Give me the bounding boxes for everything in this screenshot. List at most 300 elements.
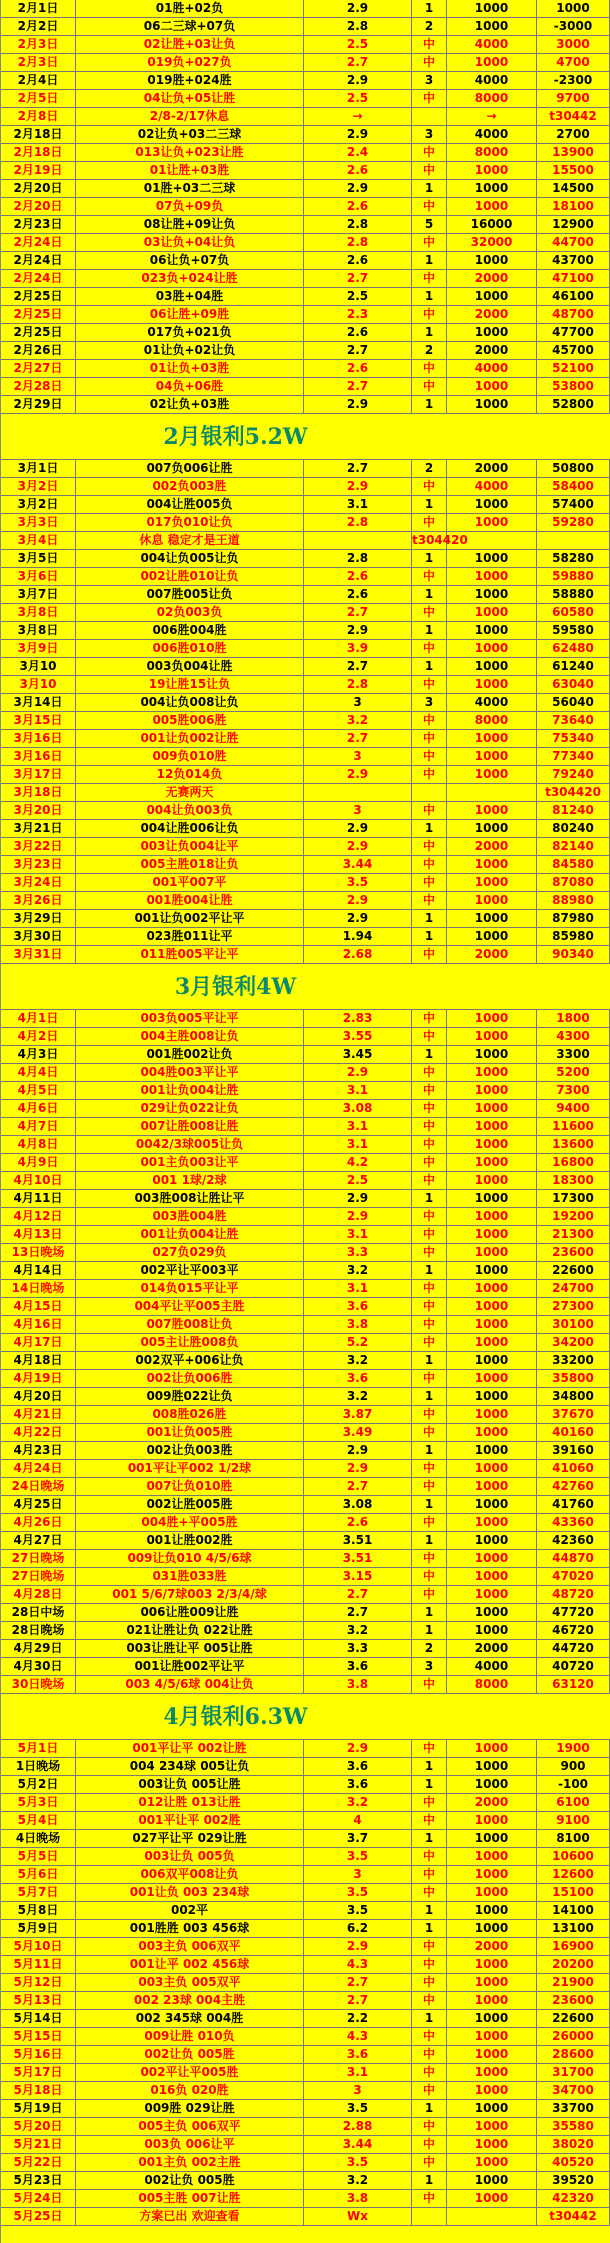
odds-cell: 2.9: [304, 1938, 412, 1955]
balance-cell: 11600: [537, 1118, 610, 1135]
odds-cell: 3.5: [304, 2100, 412, 2117]
odds-cell: 3.1: [304, 496, 412, 513]
picks-cell: 08让胜+09让负: [76, 216, 304, 233]
result-cell: 1: [412, 252, 447, 269]
month-summary-text: 4月银利6.3W: [163, 1704, 308, 1730]
balance-cell: 13900: [537, 144, 610, 161]
result-cell: 1: [412, 288, 447, 305]
table-row: [1, 1316, 610, 1334]
result-cell: 中: [412, 478, 447, 495]
balance-cell: 27300: [537, 1298, 610, 1315]
stake-cell: 4000: [447, 1658, 537, 1675]
balance-cell: 52800: [537, 396, 610, 413]
result-cell: 中: [412, 144, 447, 161]
odds-cell: 2.9: [304, 1460, 412, 1477]
odds-cell: 4.3: [304, 1956, 412, 1973]
date-cell: 5月10日: [1, 1938, 76, 1955]
stake-cell: 1000: [447, 1010, 537, 1027]
date-cell: 3月17日: [1, 766, 76, 783]
balance-cell: 37670: [537, 1406, 610, 1423]
result-cell: 1: [412, 1604, 447, 1621]
picks-cell: 003胜004胜: [76, 1208, 304, 1225]
date-cell: 4月15日: [1, 1298, 76, 1315]
date-cell: 14日晚场: [1, 1280, 76, 1297]
balance-cell: 58280: [537, 550, 610, 567]
date-cell: 5月18日: [1, 2082, 76, 2099]
table-row: [1, 1658, 610, 1676]
stake-cell: 1000: [447, 550, 537, 567]
stake-cell: 1000: [447, 1442, 537, 1459]
date-cell: 28日晚场: [1, 1622, 76, 1639]
date-cell: 2月25日: [1, 306, 76, 323]
table-row: [1, 2100, 610, 2118]
balance-cell: 22600: [537, 2010, 610, 2027]
table-row: [1, 532, 610, 550]
date-cell: 5月6日: [1, 1866, 76, 1883]
balance-cell: 61240: [537, 658, 610, 675]
odds-cell: 3.49: [304, 1424, 412, 1441]
balance-cell: 9400: [537, 1100, 610, 1117]
stake-cell: 2000: [447, 270, 537, 287]
odds-cell: 3.8: [304, 2190, 412, 2207]
date-cell: 3月14日: [1, 694, 76, 711]
odds-cell: 2.6: [304, 324, 412, 341]
result-cell: 中: [412, 604, 447, 621]
balance-cell: 28600: [537, 2046, 610, 2063]
picks-cell: 027平让平 029让胜: [76, 1830, 304, 1847]
balance-cell: 88980: [537, 892, 610, 909]
result-cell: 中: [412, 1298, 447, 1315]
balance-cell: 41760: [537, 1496, 610, 1513]
result-cell: 中: [412, 1406, 447, 1423]
stake-cell: 1000: [447, 676, 537, 693]
odds-cell: 3.6: [304, 1298, 412, 1315]
picks-cell: 02让负+03胜: [76, 396, 304, 413]
picks-cell: 02让负+03二三球: [76, 126, 304, 143]
picks-cell: 009胜 029让胜: [76, 2100, 304, 2117]
result-cell: 中: [412, 1226, 447, 1243]
date-cell: 2月18日: [1, 144, 76, 161]
table-row: [1, 604, 610, 622]
odds-cell: 2.4: [304, 144, 412, 161]
date-cell: 3月18日: [1, 784, 76, 801]
table-row: [1, 1956, 610, 1974]
table-row: [1, 1938, 610, 1956]
odds-cell: 2.9: [304, 396, 412, 413]
result-cell: 1: [412, 324, 447, 341]
picks-cell: 03胜+04胜: [76, 288, 304, 305]
odds-cell: 3.2: [304, 1794, 412, 1811]
odds-cell: 3.6: [304, 1776, 412, 1793]
result-cell: 中: [412, 1568, 447, 1585]
picks-cell: 017负+021负: [76, 324, 304, 341]
table-row: [1, 162, 610, 180]
date-cell: 2月1日: [1, 0, 76, 17]
balance-cell: [537, 532, 610, 549]
balance-cell: 42760: [537, 1478, 610, 1495]
odds-cell: 2.7: [304, 378, 412, 395]
result-cell: 中: [412, 1884, 447, 1901]
date-cell: 4月11日: [1, 1190, 76, 1207]
result-cell: 3: [412, 1658, 447, 1675]
date-cell: 3月1日: [1, 460, 76, 477]
table-row: [1, 622, 610, 640]
date-cell: 27日晚场: [1, 1550, 76, 1567]
result-cell: 中: [412, 856, 447, 873]
table-row: [1, 568, 610, 586]
table-row: [1, 1370, 610, 1388]
odds-cell: 2.9: [304, 838, 412, 855]
result-cell: 中: [412, 1100, 447, 1117]
picks-cell: 001让负004让胜: [76, 1082, 304, 1099]
balance-cell: 21900: [537, 1974, 610, 1991]
result-cell: 1: [412, 658, 447, 675]
stake-cell: 1000: [447, 622, 537, 639]
table-row: [1, 1010, 610, 1028]
result-cell: 中: [412, 360, 447, 377]
balance-cell: 24700: [537, 1280, 610, 1297]
picks-cell: 19让胜15让负: [76, 676, 304, 693]
odds-cell: 1.94: [304, 928, 412, 945]
stake-cell: 1000: [447, 910, 537, 927]
picks-cell: 002让负 005胜: [76, 2046, 304, 2063]
result-cell: 2: [412, 1640, 447, 1657]
stake-cell: 1000: [447, 54, 537, 71]
date-cell: 3月22日: [1, 838, 76, 855]
odds-cell: 2.5: [304, 288, 412, 305]
balance-cell: 58400: [537, 478, 610, 495]
date-cell: 4月22日: [1, 1424, 76, 1441]
balance-cell: 9700: [537, 90, 610, 107]
date-cell: 4月26日: [1, 1514, 76, 1531]
balance-cell: 7300: [537, 1082, 610, 1099]
result-cell: 中: [412, 568, 447, 585]
picks-cell: 009胜022让负: [76, 1388, 304, 1405]
stake-cell: 1000: [447, 1992, 537, 2009]
odds-cell: 2.9: [304, 910, 412, 927]
table-row: [1, 2208, 610, 2226]
odds-cell: 3.5: [304, 874, 412, 891]
balance-cell: 63040: [537, 676, 610, 693]
odds-cell: 3.9: [304, 640, 412, 657]
date-cell: 5月4日: [1, 1812, 76, 1829]
balance-cell: 23600: [537, 1244, 610, 1261]
table-row: [1, 1676, 610, 1694]
table-row: [1, 1866, 610, 1884]
picks-cell: 002平让平003平: [76, 1262, 304, 1279]
odds-cell: 2.9: [304, 72, 412, 89]
result-cell: 中: [412, 1794, 447, 1811]
balance-cell: 81240: [537, 802, 610, 819]
picks-cell: 0042/3球005让负: [76, 1136, 304, 1153]
date-cell: 4月4日: [1, 1064, 76, 1081]
odds-cell: 3: [304, 748, 412, 765]
date-cell: 4月16日: [1, 1316, 76, 1333]
balance-cell: 2700: [537, 126, 610, 143]
balance-cell: 900: [537, 1758, 610, 1775]
date-cell: 5月2日: [1, 1776, 76, 1793]
result-cell: 1: [412, 1920, 447, 1937]
stake-cell: 16000: [447, 216, 537, 233]
date-cell: 4月13日: [1, 1226, 76, 1243]
picks-cell: 006胜004胜: [76, 622, 304, 639]
date-cell: 3月3日: [1, 514, 76, 531]
stake-cell: 1000: [447, 2172, 537, 2189]
date-cell: 3月2日: [1, 478, 76, 495]
balance-cell: 39520: [537, 2172, 610, 2189]
result-cell: 中: [412, 712, 447, 729]
balance-cell: 34200: [537, 1334, 610, 1351]
table-row: [1, 802, 610, 820]
balance-cell: 20200: [537, 1956, 610, 1973]
odds-cell: 2.6: [304, 198, 412, 215]
picks-cell: 004让负003负: [76, 802, 304, 819]
balance-cell: 3000: [537, 36, 610, 53]
result-cell: 1: [412, 1352, 447, 1369]
balance-cell: 13100: [537, 1920, 610, 1937]
picks-cell: 002平让平005胜: [76, 2064, 304, 2081]
picks-cell: 003负004让胜: [76, 658, 304, 675]
odds-cell: 2.7: [304, 1604, 412, 1621]
balance-cell: 46720: [537, 1622, 610, 1639]
stake-cell: [447, 532, 537, 549]
stake-cell: 2000: [447, 946, 537, 963]
picks-cell: 013让负+023让胜: [76, 144, 304, 161]
result-cell: 1: [412, 1776, 447, 1793]
balance-cell: 48700: [537, 306, 610, 323]
result-cell: 中: [412, 1676, 447, 1693]
result-cell: 中: [412, 198, 447, 215]
date-cell: 3月8日: [1, 622, 76, 639]
odds-cell: 3.6: [304, 1758, 412, 1775]
result-cell: 中: [412, 36, 447, 53]
table-row: [1, 2118, 610, 2136]
odds-cell: 3.2: [304, 1262, 412, 1279]
odds-cell: 2.7: [304, 730, 412, 747]
balance-cell: 41060: [537, 1460, 610, 1477]
picks-cell: 023负+024让胜: [76, 270, 304, 287]
balance-cell: 16800: [537, 1154, 610, 1171]
result-cell: 中: [412, 766, 447, 783]
odds-cell: 2.7: [304, 1974, 412, 1991]
month-summary-header: [1, 1694, 610, 1740]
balance-cell: 58880: [537, 586, 610, 603]
balance-cell: 6100: [537, 1794, 610, 1811]
odds-cell: 2.9: [304, 1442, 412, 1459]
balance-cell: 4300: [537, 1028, 610, 1045]
picks-cell: 02让胜+03让负: [76, 36, 304, 53]
date-cell: 4月9日: [1, 1154, 76, 1171]
odds-cell: [304, 532, 412, 549]
picks-cell: 001主负 002主胜: [76, 2154, 304, 2171]
stake-cell: 4000: [447, 478, 537, 495]
balance-cell: 13600: [537, 1136, 610, 1153]
picks-cell: 008胜026胜: [76, 1406, 304, 1423]
result-cell: 中: [412, 90, 447, 107]
stake-cell: 1000: [447, 1622, 537, 1639]
table-row: [1, 1298, 610, 1316]
balance-cell: 77340: [537, 748, 610, 765]
result-cell: 中: [412, 1992, 447, 2009]
table-row: [1, 2136, 610, 2154]
picks-cell: 011胜005平让平: [76, 946, 304, 963]
table-row: [1, 1460, 610, 1478]
odds-cell: 3.5: [304, 2154, 412, 2171]
result-cell: 1: [412, 1442, 447, 1459]
table-row: [1, 1568, 610, 1586]
result-cell: 中: [412, 1866, 447, 1883]
stake-cell: 1000: [447, 586, 537, 603]
result-cell: 中: [412, 1118, 447, 1135]
odds-cell: 3.08: [304, 1100, 412, 1117]
odds-cell: 3.55: [304, 1028, 412, 1045]
table-row: [1, 1334, 610, 1352]
balance-cell: 1900: [537, 1740, 610, 1757]
result-cell: 2: [412, 460, 447, 477]
result-cell: 中: [412, 1280, 447, 1297]
balance-cell: 42320: [537, 2190, 610, 2207]
result-cell: 中: [412, 2064, 447, 2081]
picks-cell: 005主胜 007让胜: [76, 2190, 304, 2207]
picks-cell: 005主胜018让负: [76, 856, 304, 873]
stake-cell: 4000: [447, 72, 537, 89]
date-cell: 4月23日: [1, 1442, 76, 1459]
odds-cell: [304, 784, 412, 801]
odds-cell: 2.8: [304, 18, 412, 35]
date-cell: 3月16日: [1, 748, 76, 765]
odds-cell: 3.1: [304, 1118, 412, 1135]
odds-cell: 2.9: [304, 1064, 412, 1081]
result-cell: 1: [412, 1902, 447, 1919]
picks-cell: 002让负003胜: [76, 1442, 304, 1459]
balance-cell: 44870: [537, 1550, 610, 1567]
balance-cell: 16900: [537, 1938, 610, 1955]
odds-cell: 2.9: [304, 0, 412, 17]
stake-cell: 8000: [447, 90, 537, 107]
odds-cell: 2.7: [304, 270, 412, 287]
table-row: [1, 1604, 610, 1622]
odds-cell: 3.1: [304, 1280, 412, 1297]
odds-cell: 3.15: [304, 1568, 412, 1585]
balance-cell: 40520: [537, 2154, 610, 2171]
result-cell: 中: [412, 1028, 447, 1045]
odds-cell: 3: [304, 694, 412, 711]
odds-cell: 4.2: [304, 1154, 412, 1171]
table-row: [1, 694, 610, 712]
odds-cell: 3.2: [304, 1388, 412, 1405]
picks-cell: 004让胜006让负: [76, 820, 304, 837]
stake-cell: 1000: [447, 162, 537, 179]
table-row: [1, 252, 610, 270]
odds-cell: 2.6: [304, 586, 412, 603]
stake-cell: 1000: [447, 1082, 537, 1099]
stake-cell: 1000: [447, 1460, 537, 1477]
picks-cell: 002 23球 004主胜: [76, 1992, 304, 2009]
table-row: [1, 1514, 610, 1532]
table-row: [1, 144, 610, 162]
picks-cell: 019胜+024胜: [76, 72, 304, 89]
table-row: [1, 838, 610, 856]
date-cell: 3月21日: [1, 820, 76, 837]
balance-cell: t30442: [537, 2208, 610, 2225]
balance-cell: 35580: [537, 2118, 610, 2135]
date-cell: 2月28日: [1, 378, 76, 395]
odds-cell: 3.1: [304, 1136, 412, 1153]
result-cell: 中: [412, 1370, 447, 1387]
picks-cell: 023胜011让平: [76, 928, 304, 945]
balance-cell: 34700: [537, 2082, 610, 2099]
table-row: [1, 1100, 610, 1118]
stake-cell: 1000: [447, 1172, 537, 1189]
result-cell: 中: [412, 514, 447, 531]
picks-cell: 007让胜008让胜: [76, 1118, 304, 1135]
balance-cell: 33200: [537, 1352, 610, 1369]
stake-cell: 1000: [447, 1298, 537, 1315]
balance-cell: 15500: [537, 162, 610, 179]
stake-cell: 1000: [447, 2064, 537, 2081]
date-cell: 5月5日: [1, 1848, 76, 1865]
odds-cell: 3.3: [304, 1640, 412, 1657]
result-cell: 中: [412, 946, 447, 963]
result-cell: 中: [412, 1812, 447, 1829]
date-cell: 4日晚场: [1, 1830, 76, 1847]
date-cell: 5月12日: [1, 1974, 76, 1991]
result-cell: 中: [412, 1172, 447, 1189]
picks-cell: 017负010让负: [76, 514, 304, 531]
date-cell: 5月24日: [1, 2190, 76, 2207]
table-row: [1, 946, 610, 964]
odds-cell: 2.6: [304, 252, 412, 269]
odds-cell: 2.7: [304, 604, 412, 621]
odds-cell: 2.6: [304, 568, 412, 585]
date-cell: 5月13日: [1, 1992, 76, 2009]
table-row: [1, 1776, 610, 1794]
balance-cell: 87080: [537, 874, 610, 891]
balance-cell: 19200: [537, 1208, 610, 1225]
table-row: [1, 1154, 610, 1172]
balance-cell: 84580: [537, 856, 610, 873]
stake-cell: 1000: [447, 378, 537, 395]
stake-cell: 1000: [447, 180, 537, 197]
table-row: [1, 1848, 610, 1866]
date-cell: 2月24日: [1, 234, 76, 251]
date-cell: 3月29日: [1, 910, 76, 927]
table-row: [1, 1478, 610, 1496]
balance-cell: 82140: [537, 838, 610, 855]
date-cell: 5月15日: [1, 2028, 76, 2045]
odds-cell: 3.5: [304, 1884, 412, 1901]
picks-cell: 04负+06胜: [76, 378, 304, 395]
table-row: [1, 1064, 610, 1082]
picks-cell: 01让胜+03胜: [76, 162, 304, 179]
table-row: [1, 1974, 610, 1992]
picks-cell: 007让负010胜: [76, 1478, 304, 1495]
table-row: [1, 1902, 610, 1920]
odds-cell: 2.9: [304, 766, 412, 783]
balance-cell: 9100: [537, 1812, 610, 1829]
balance-cell: 52100: [537, 360, 610, 377]
picks-cell: 002让负006胜: [76, 1370, 304, 1387]
date-cell: 4月6日: [1, 1100, 76, 1117]
balance-cell: 5200: [537, 1064, 610, 1081]
odds-cell: 2.9: [304, 622, 412, 639]
odds-cell: 4.3: [304, 2028, 412, 2045]
result-cell: 中: [412, 2028, 447, 2045]
date-cell: 3月5日: [1, 550, 76, 567]
result-cell: 中: [412, 1136, 447, 1153]
stake-cell: 1000: [447, 1532, 537, 1549]
balance-cell: 3300: [537, 1046, 610, 1063]
